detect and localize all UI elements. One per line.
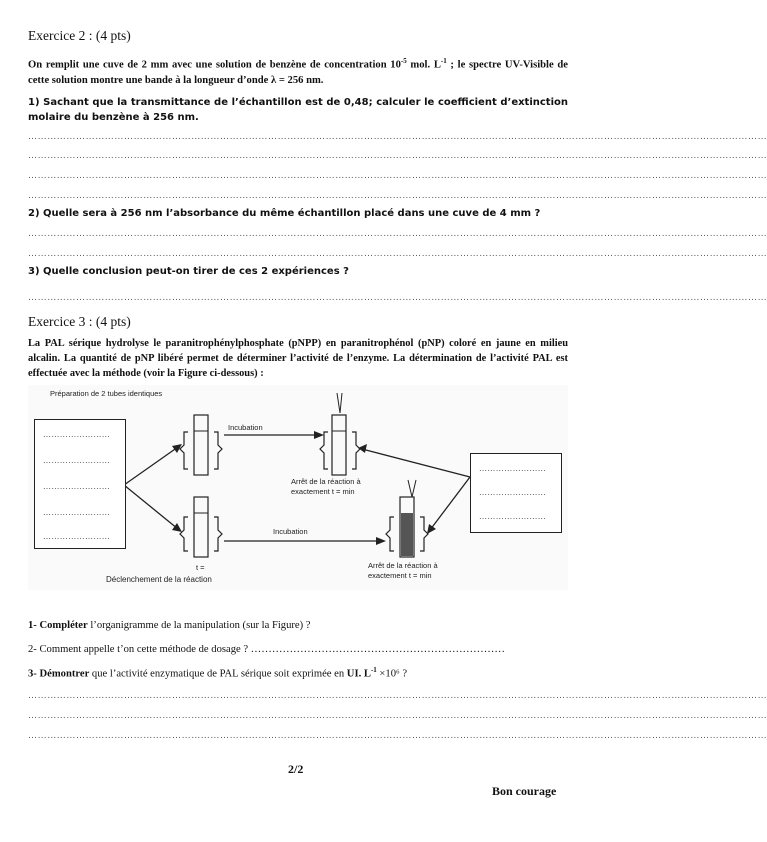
exercise-2-title: Exercice 2 : (4 pts) <box>28 28 131 43</box>
figure-enzyme-method <box>28 385 568 590</box>
answer-line[interactable]: …………………………………………………………………………………………………………………………………………………………………………………………………………… <box>28 131 767 141</box>
box-answer-line[interactable]: …………………… <box>43 456 111 465</box>
answer-line[interactable]: …………………………………………………………………………………………………………………………………………………………………………………………………………… <box>28 190 767 200</box>
question-2-3: 3) Quelle conclusion peut-on tirer de ces 2 expériences ? <box>28 266 349 277</box>
figure-prep-label: Préparation de 2 tubes identiques <box>50 389 163 398</box>
answer-line[interactable]: …………………………………………………………………………………………………………………………………………………………………………………………………………… <box>28 228 767 238</box>
figure-stop-label-1: Arrêt de la réaction à exactement t = min <box>291 477 361 496</box>
answer-line[interactable]: …………………………………………………………………………………………………………………………………………………………………………………………………………… <box>28 248 767 258</box>
figure-right-answer-box[interactable] <box>470 453 562 533</box>
box-answer-line[interactable]: …………………… <box>43 482 111 491</box>
box-answer-line[interactable]: …………………… <box>479 512 547 521</box>
figure-stop-label-2: Arrêt de la réaction à exactement t = min <box>368 561 438 580</box>
question-3-1: 1- Compléter l’organigramme de la manipulation (sur la Figure) ? <box>28 620 311 631</box>
answer-line[interactable]: …………………………………………………………………………………………………………………………………………………………………………………………………………… <box>28 150 767 160</box>
question-2-1: 1) Sachant que la transmittance de l’échantillon est de 0,48; calculer le coefficient d’extinction molaire du benzène à 256 nm. <box>28 97 568 123</box>
exercise-3-intro: La PAL sérique hydrolyse le paranitrophénylphosphate (pNPP) en paranitrophénol (pNP) coloré en jaune en milieu alcalin. La quantité de pNP libéré permet de déterminer l’activité de l’enzyme. La détermination de l’activité PAL est effectuée avec la méthode (voir la Figure ci-dessous) : <box>28 338 568 379</box>
question-2-2: 2) Quelle sera à 256 nm l’absorbance du même échantillon placé dans une cuve de 4 mm ? <box>28 208 541 219</box>
figure-incubation-label-1: Incubation <box>228 423 263 432</box>
box-answer-line[interactable]: …………………… <box>43 430 111 439</box>
box-answer-line[interactable]: …………………… <box>479 464 547 473</box>
exercise-2-intro: On remplit une cuve de 2 mm avec une solution de benzène de concentration $10^{-5}$ mol. $L^{-1}$ ; le spectre UV-Visible de cette solution montre une bande à la longueur d’onde λ = 256 nm. <box>28 57 568 86</box>
figure-incubation-label-2: Incubation <box>273 527 308 536</box>
box-answer-line[interactable]: …………………… <box>43 532 111 541</box>
figure-t-label: t = <box>196 563 205 572</box>
box-answer-line[interactable]: …………………… <box>43 508 111 517</box>
question-3-3: 3- Démontrer que l’activité enzymatique de PAL sérique soit exprimée en UI. $L^{-1} \times 10^6$ ? <box>28 666 408 680</box>
box-answer-line[interactable]: …………………… <box>479 488 547 497</box>
answer-line[interactable]: …………………………………………………………………………………………………………………………………………………………………………………………………………… <box>28 690 767 700</box>
answer-line[interactable]: …………………………………………………………………………………………………………………………………………………………………………………………………………… <box>28 170 767 180</box>
closing-text: Bon courage <box>492 784 557 798</box>
figure-trigger-label: Déclenchement de la réaction <box>106 575 212 584</box>
figure-left-answer-box[interactable] <box>34 419 126 549</box>
answer-line[interactable]: …………………………………………………………………………………………………………………………………………………………………………………………………………… <box>28 710 767 720</box>
question-3-2: 2- Comment appelle t’on cette méthode de dosage ? ……………………………………………………………… <box>28 644 505 655</box>
answer-line[interactable]: …………………………………………………………………………………………………………………………………………………………………………………………………………… <box>28 730 767 740</box>
exercise-3-title: Exercice 3 : (4 pts) <box>28 314 131 329</box>
page-number: 2/2 <box>288 762 304 776</box>
answer-line[interactable]: …………………………………………………………………………………………………………………………………………………………………………………………………………… <box>28 292 767 302</box>
